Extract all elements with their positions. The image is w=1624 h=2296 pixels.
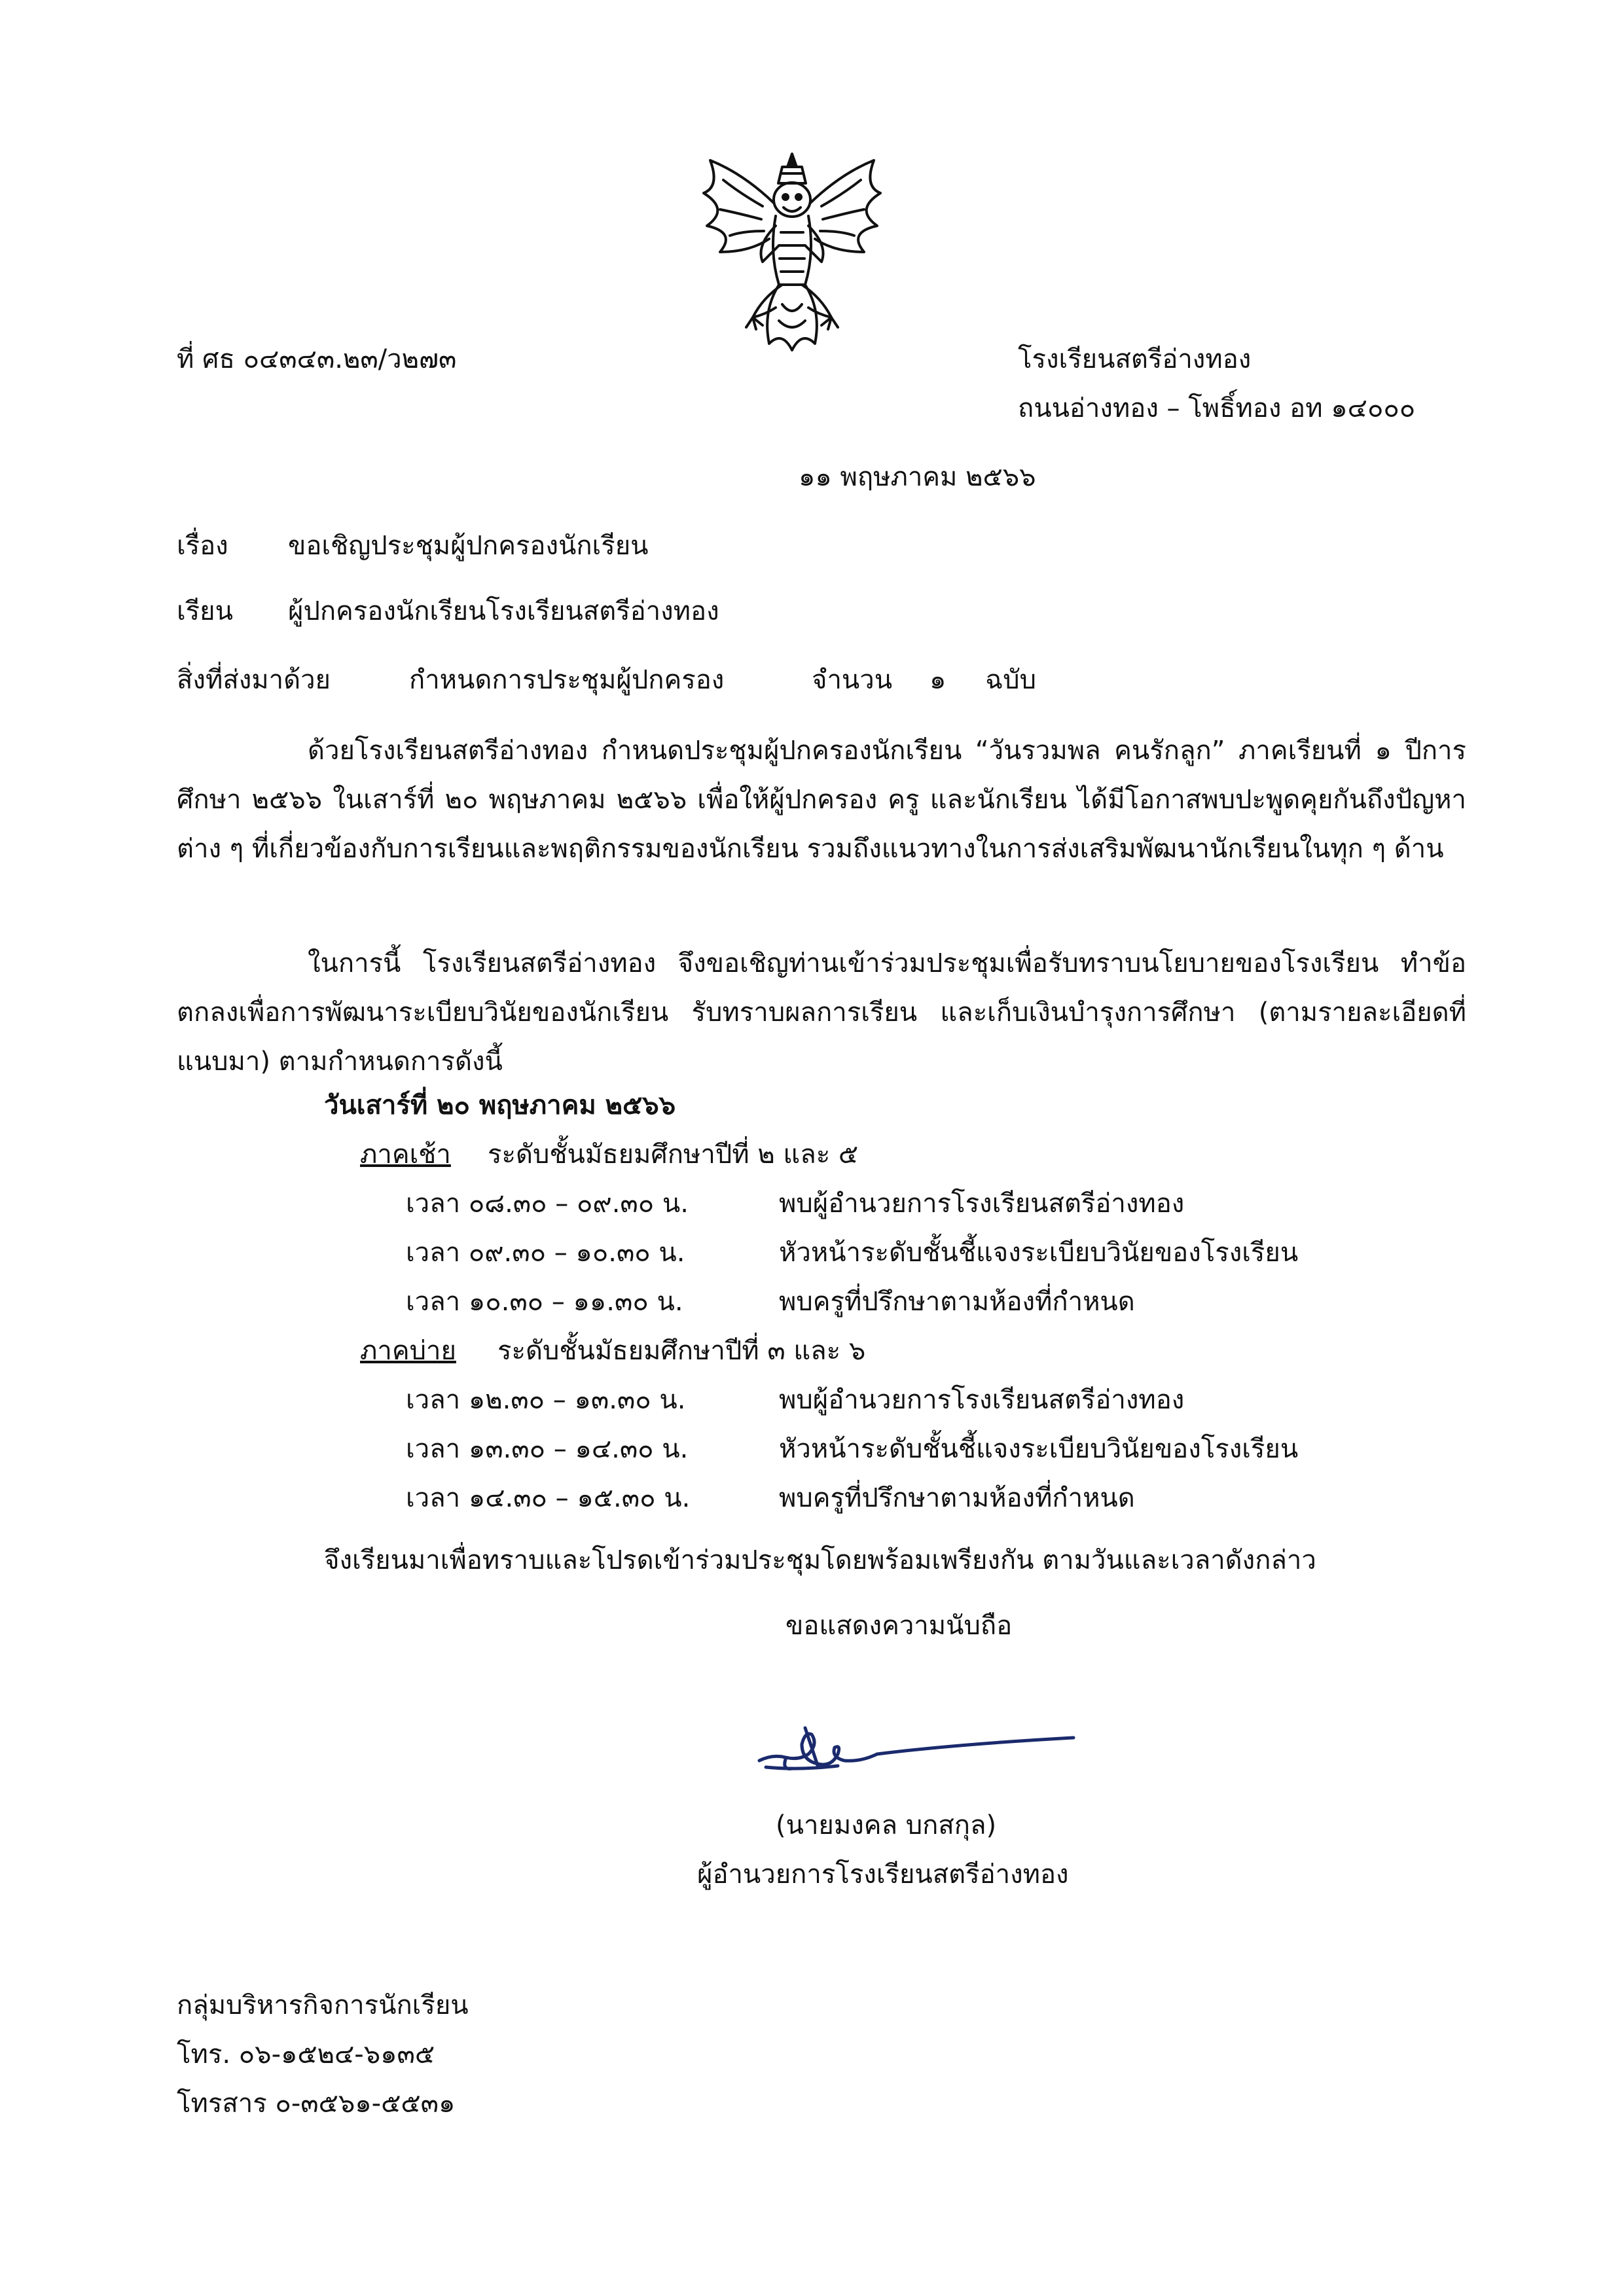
schedule-day: วันเสาร์ที่ ๒๐ พฤษภาคม ๒๕๖๖	[324, 1090, 676, 1121]
garuda-emblem-icon	[684, 147, 900, 363]
body-paragraph-1-text: ด้วยโรงเรียนสตรีอ่างทอง กำหนดประชุมผู้ปกครองนักเรียน “วันรวมพล คนรักลูก” ภาคเรียนที่ ๑ ปีการศึกษา ๒๕๖๖ ในเสาร์ที่ ๒๐ พฤษภาคม ๒๕๖๖ เพื่อให้ผู้ปกครอง ครู และนักเรียน ได้มีโอกาสพบปะพูดคุยกันถึงปัญหาต่าง ๆ ที่เกี่ยวข้องกับการเรียนและพฤติกรรมของนักเรียน รวมถึงแนวทางในการส่งเสริมพัฒนานักเรียนในทุก ๆ ด้าน	[177, 736, 1467, 864]
footer-department: กลุ่มบริหารกิจการนักเรียน	[177, 1990, 469, 2020]
closing-text: จึงเรียนมาเพื่อทราบและโปรดเข้าร่วมประชุมโดยพร้อมเพรียงกัน ตามวันและเวลาดังกล่าว	[324, 1545, 1316, 1575]
morning-time-1: เวลา ๐๘.๓๐ – ๐๙.๓๐ น.	[406, 1189, 689, 1219]
afternoon-activity-2: หัวหน้าระดับชั้นชี้แจงระเบียบวินัยของโรงเรียน	[779, 1434, 1299, 1464]
afternoon-time-3: เวลา ๑๔.๓๐ – ๑๕.๓๐ น.	[406, 1483, 691, 1513]
body-paragraph-2-text: ในการนี้ โรงเรียนสตรีอ่างทอง จึงขอเชิญท่านเข้าร่วมประชุมเพื่อรับทราบนโยบายของโรงเรียน ทำข้อตกลงเพื่อการพัฒนาระเบียบวินัยของนักเรียน รับทราบผลการเรียน และเก็บเงินบำรุงการศึกษา (ตามรายละเอียดที่แนบมา) ตามกำหนดการดังนี้	[177, 948, 1466, 1077]
afternoon-time-2: เวลา ๑๓.๓๐ – ๑๔.๓๐ น.	[406, 1434, 689, 1464]
enclosure-item: กำหนดการประชุมผู้ปกครอง	[409, 665, 725, 695]
morning-time-3: เวลา ๑๐.๓๐ – ๑๑.๓๐ น.	[406, 1287, 683, 1317]
enclosure-qty-label: จำนวน	[812, 665, 893, 695]
school-name: โรงเรียนสตรีอ่างทอง	[1018, 344, 1252, 374]
morning-level: ระดับชั้นมัธยมศึกษาปีที่ ๒ และ ๕	[488, 1139, 859, 1170]
body-paragraph-2	[177, 939, 1466, 1086]
signature-image	[746, 1708, 1087, 1780]
morning-activity-2: หัวหน้าระดับชั้นชี้แจงระเบียบวินัยของโรงเรียน	[779, 1238, 1299, 1268]
enclosure-unit: ฉบับ	[985, 665, 1037, 695]
letter-date: ๑๑ พฤษภาคม ๒๕๖๖	[799, 462, 1036, 492]
morning-time-2: เวลา ๐๙.๓๐ – ๑๐.๓๐ น.	[406, 1238, 685, 1268]
enclosure-label: สิ่งที่ส่งมาด้วย	[177, 665, 331, 695]
afternoon-activity-3: พบครูที่ปรึกษาตามห้องที่กำหนด	[779, 1483, 1135, 1513]
afternoon-label: ภาคบ่าย	[360, 1336, 456, 1366]
footer-fax: โทรสาร ๐-๓๕๖๑-๕๕๓๑	[177, 2089, 456, 2119]
footer-phone: โทร. ๐๖-๑๕๒๔-๖๑๓๕	[177, 2039, 435, 2070]
afternoon-activity-1: พบผู้อำนวยการโรงเรียนสตรีอ่างทอง	[779, 1385, 1185, 1415]
afternoon-level: ระดับชั้นมัธยมศึกษาปีที่ ๓ และ ๖	[497, 1336, 866, 1366]
closing-regards: ขอแสดงความนับถือ	[785, 1611, 1013, 1641]
signatory-position: ผู้อำนวยการโรงเรียนสตรีอ่างทอง	[697, 1859, 1069, 1890]
enclosure-qty: ๑	[929, 665, 947, 695]
recipient-value: ผู้ปกครองนักเรียนโรงเรียนสตรีอ่างทอง	[288, 596, 719, 626]
subject-value: ขอเชิญประชุมผู้ปกครองนักเรียน	[288, 531, 649, 561]
morning-label: ภาคเช้า	[360, 1139, 451, 1170]
body-paragraph-1	[177, 726, 1466, 874]
signatory-name: (นายมงคล บกสกุล)	[776, 1810, 997, 1840]
morning-activity-1: พบผู้อำนวยการโรงเรียนสตรีอ่างทอง	[779, 1189, 1185, 1219]
reference-number: ที่ ศธ ๐๔๓๔๓.๒๓/ว๒๗๓	[177, 344, 457, 374]
subject-label: เรื่อง	[177, 531, 228, 561]
school-address: ถนนอ่างทอง – โพธิ์ทอง อท ๑๔๐๐๐	[1018, 393, 1416, 423]
recipient-label: เรียน	[177, 596, 233, 626]
morning-activity-3: พบครูที่ปรึกษาตามห้องที่กำหนด	[779, 1287, 1135, 1317]
afternoon-time-1: เวลา ๑๒.๓๐ – ๑๓.๓๐ น.	[406, 1385, 686, 1415]
